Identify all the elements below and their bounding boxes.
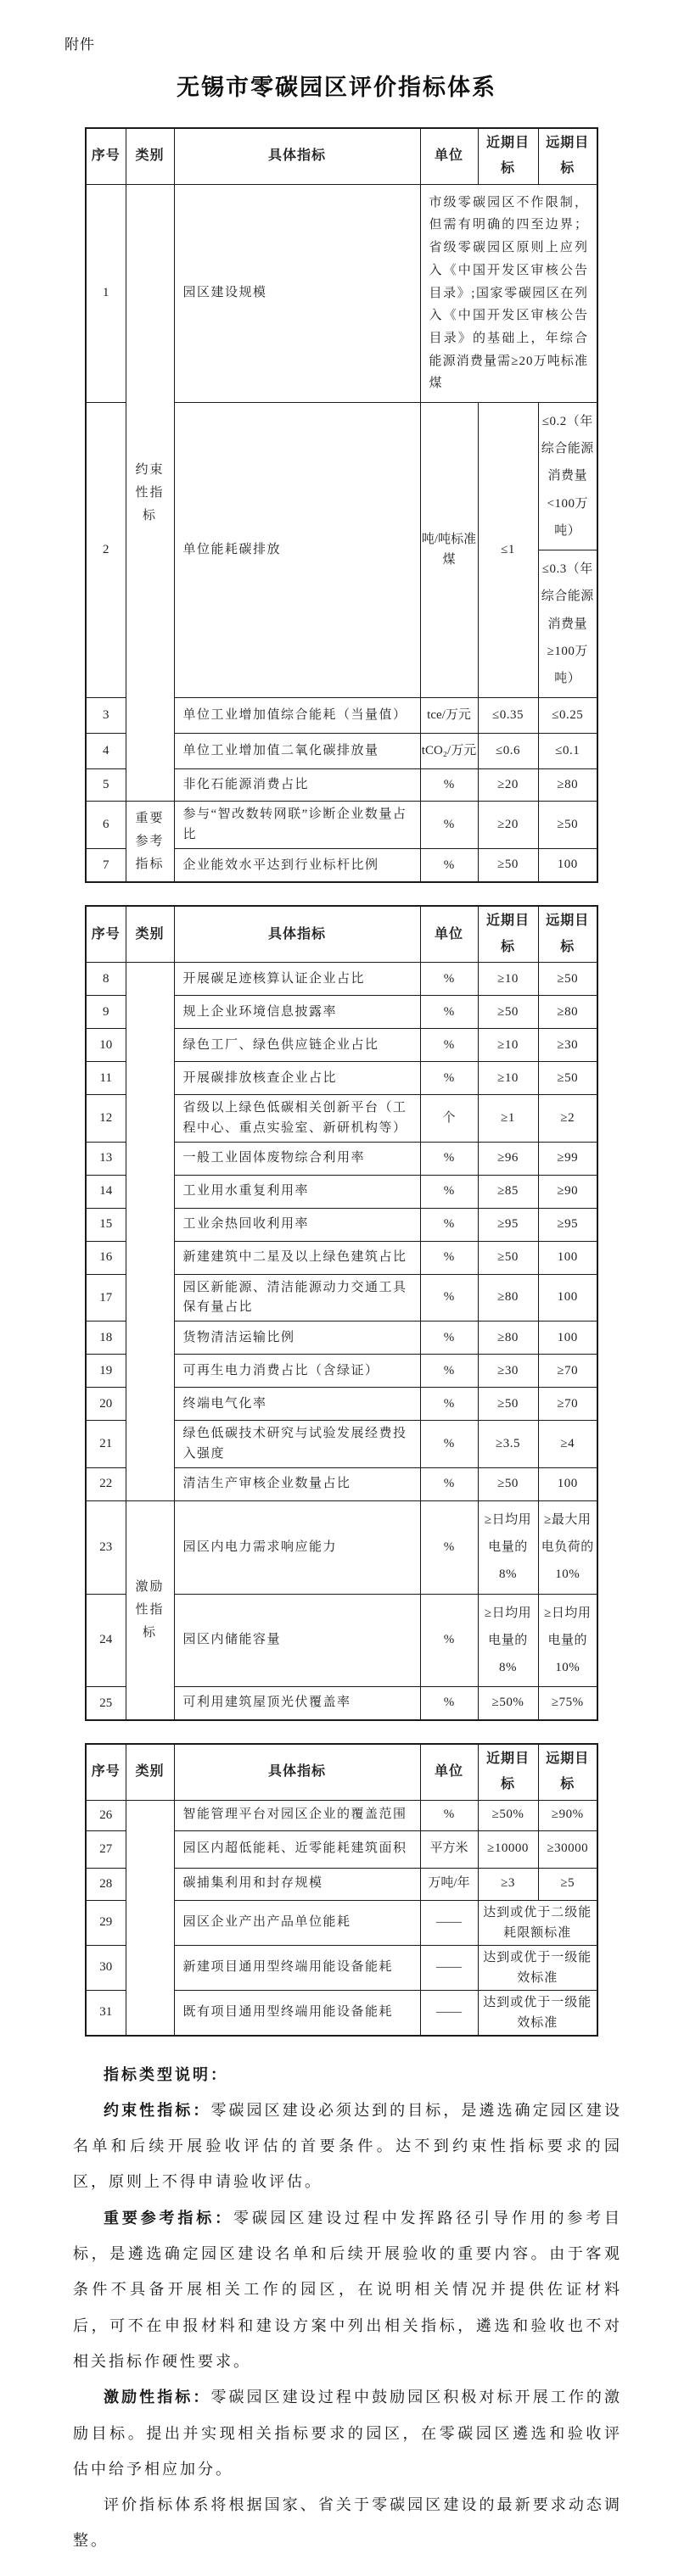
cell-merged-target: 达到或优于二级能耗限额标准 bbox=[478, 1900, 597, 1945]
cell-unit: % bbox=[420, 1241, 478, 1274]
cell-seq: 5 bbox=[86, 769, 126, 802]
cell-seq: 1 bbox=[86, 184, 126, 402]
col-header-long-term: 远期目标 bbox=[538, 128, 597, 184]
cell-indicator: 园区内电力需求响应能力 bbox=[174, 1500, 420, 1594]
cell-unit: % bbox=[420, 1029, 478, 1062]
cell-far-target-high: ≤0.3（年综合能源消费量≥100万吨） bbox=[538, 550, 597, 698]
cell-far-target: ≥50 bbox=[538, 1062, 597, 1095]
cell-indicator: 省级以上绿色低碳相关创新平台（工程中心、重点实验室、新研机构等） bbox=[174, 1095, 420, 1143]
col-header-near-term: 近期目标 bbox=[478, 906, 538, 962]
cell-near-target: ≥50 bbox=[478, 1467, 538, 1500]
cell-seq: 28 bbox=[86, 1868, 126, 1900]
cell-indicator: 智能管理平台对园区企业的覆盖范围 bbox=[174, 1800, 420, 1830]
indicator-table-3 bbox=[85, 1743, 598, 2037]
cell-near-target: ≥30 bbox=[478, 1355, 538, 1388]
note-paragraph-reference bbox=[73, 2200, 622, 2379]
cell-unit: 个 bbox=[420, 1095, 478, 1143]
cell-seq: 20 bbox=[86, 1388, 126, 1421]
note-paragraph-adjustment bbox=[73, 2487, 622, 2559]
note-text-incentive: 零碳园区建设过程中鼓励园区积极对标开展工作的激励目标。提出并实现相关指标要求的园区，在零碳园区遴选和验收评估中给予相应加分。 bbox=[73, 2389, 623, 2478]
cell-seq: 6 bbox=[86, 802, 126, 849]
cell-seq: 16 bbox=[86, 1241, 126, 1274]
cell-far-target: ≥30000 bbox=[538, 1830, 597, 1868]
table-header-row bbox=[86, 906, 597, 962]
cell-near-target: ≤1 bbox=[478, 402, 538, 698]
notes-section bbox=[73, 2057, 622, 2559]
col-header-long-term: 远期目标 bbox=[538, 906, 597, 962]
cell-near-target: ≤0.35 bbox=[478, 698, 538, 734]
table-row bbox=[86, 1500, 597, 1594]
note-text-constraint: 零碳园区建设必须达到的目标，是遴选确定园区建设名单和后续开展验收评估的首要条件。达不到约束性指标要求的园区，原则上不得申请验收评估。 bbox=[73, 2101, 623, 2191]
col-header-unit: 单位 bbox=[420, 906, 478, 962]
table-row bbox=[86, 963, 597, 996]
cell-indicator: 规上企业环境信息披露率 bbox=[174, 996, 420, 1029]
cell-seq: 22 bbox=[86, 1467, 126, 1500]
cell-far-target: 100 bbox=[538, 1467, 597, 1500]
cell-category-incentive: 激励性指标 bbox=[126, 1500, 174, 1720]
cell-far-target: ≥最大用电负荷的10% bbox=[538, 1500, 597, 1594]
indicator-table-2 bbox=[85, 905, 598, 1720]
cell-near-target: ≥50% bbox=[478, 1687, 538, 1720]
cell-unit: % bbox=[420, 1500, 478, 1594]
attachment-label: 附件 bbox=[64, 36, 95, 53]
cell-near-target: ≥1 bbox=[478, 1095, 538, 1143]
cell-unit: % bbox=[420, 848, 478, 882]
cell-indicator: 货物清洁运输比例 bbox=[174, 1322, 420, 1355]
cell-unit: tCO₂/万元 bbox=[420, 734, 478, 769]
cell-unit: % bbox=[420, 1355, 478, 1388]
table-row bbox=[86, 184, 597, 402]
cell-far-target: ≥90% bbox=[538, 1800, 597, 1830]
cell-near-target: ≥10 bbox=[478, 1062, 538, 1095]
col-header-unit: 单位 bbox=[420, 128, 478, 184]
cell-unit: % bbox=[420, 1274, 478, 1322]
cell-indicator: 单位工业增加值综合能耗（当量值） bbox=[174, 698, 420, 734]
notes-heading: 指标类型说明： bbox=[104, 2065, 228, 2083]
note-paragraph-incentive bbox=[73, 2379, 622, 2487]
cell-far-target: ≥70 bbox=[538, 1388, 597, 1421]
cell-far-target: ≥99 bbox=[538, 1142, 597, 1175]
cell-seq: 25 bbox=[86, 1687, 126, 1720]
cell-unit: —— bbox=[420, 1900, 478, 1945]
cell-indicator: 既有项目通用型终端用能设备能耗 bbox=[174, 1990, 420, 2036]
cell-unit: % bbox=[420, 802, 478, 849]
indicator-table-1 bbox=[85, 127, 598, 883]
note-label-constraint: 约束性指标： bbox=[104, 2101, 211, 2119]
cell-indicator: 可再生电力消费占比（含绿证） bbox=[174, 1355, 420, 1388]
cell-far-target: ≤0.25 bbox=[538, 698, 597, 734]
col-header-long-term: 远期目标 bbox=[538, 1744, 597, 1800]
cell-near-target: ≥20 bbox=[478, 802, 538, 849]
cell-far-target: ≥5 bbox=[538, 1868, 597, 1900]
cell-far-target: ≥30 bbox=[538, 1029, 597, 1062]
cell-indicator: 单位能耗碳排放 bbox=[174, 402, 420, 698]
cell-unit: % bbox=[420, 1594, 478, 1687]
cell-seq: 27 bbox=[86, 1830, 126, 1868]
cell-far-target: ≤0.1 bbox=[538, 734, 597, 769]
cell-indicator: 园区建设规模 bbox=[174, 184, 420, 402]
cell-near-target: ≥10 bbox=[478, 963, 538, 996]
cell-unit: % bbox=[420, 1142, 478, 1175]
cell-indicator: 新建项目通用型终端用能设备能耗 bbox=[174, 1945, 420, 1990]
table-row bbox=[86, 1800, 597, 1830]
cell-indicator: 园区内超低能耗、近零能耗建筑面积 bbox=[174, 1830, 420, 1868]
table-row bbox=[86, 802, 597, 849]
col-header-category: 类别 bbox=[126, 1744, 174, 1800]
cell-indicator: 绿色低碳技术研究与试验发展经费投入强度 bbox=[174, 1421, 420, 1468]
cell-unit: —— bbox=[420, 1945, 478, 1990]
cell-seq: 11 bbox=[86, 1062, 126, 1095]
col-header-category: 类别 bbox=[126, 128, 174, 184]
cell-far-target: ≥50 bbox=[538, 963, 597, 996]
cell-seq: 30 bbox=[86, 1945, 126, 1990]
cell-category-empty bbox=[126, 963, 174, 1501]
col-header-indicator: 具体指标 bbox=[174, 906, 420, 962]
cell-unit: 万吨/年 bbox=[420, 1868, 478, 1900]
cell-far-target: ≥4 bbox=[538, 1421, 597, 1468]
cell-unit: % bbox=[420, 963, 478, 996]
cell-near-target: ≥3.5 bbox=[478, 1421, 538, 1468]
col-header-seq: 序号 bbox=[86, 1744, 126, 1800]
cell-unit: % bbox=[420, 1322, 478, 1355]
cell-near-target: ≤0.6 bbox=[478, 734, 538, 769]
col-header-near-term: 近期目标 bbox=[478, 1744, 538, 1800]
cell-seq: 23 bbox=[86, 1500, 126, 1594]
cell-merged-target: 达到或优于一级能效标准 bbox=[478, 1945, 597, 1990]
note-label-incentive: 激励性指标： bbox=[104, 2389, 211, 2406]
col-header-unit: 单位 bbox=[420, 1744, 478, 1800]
cell-seq: 18 bbox=[86, 1322, 126, 1355]
note-text-reference: 零碳园区建设过程中发挥路径引导作用的参考目标，是遴选确定园区建设名单和后续开展验收的重要内容。由于客观条件不具备开展相关工作的园区，在说明相关情况并提供佐证材料后，可不在申报材料和建设方案中列出相关指标，遴选和验收也不对相关指标作硬性要求。 bbox=[73, 2209, 623, 2370]
cell-indicator: 新建建筑中二星及以上绿色建筑占比 bbox=[174, 1241, 420, 1274]
cell-seq: 3 bbox=[86, 698, 126, 734]
table-header-row bbox=[86, 128, 597, 184]
cell-near-target: ≥80 bbox=[478, 1322, 538, 1355]
cell-seq: 14 bbox=[86, 1175, 126, 1208]
cell-near-target: ≥10000 bbox=[478, 1830, 538, 1868]
cell-merged-target: 达到或优于一级能效标准 bbox=[478, 1990, 597, 2036]
cell-near-target: ≥96 bbox=[478, 1142, 538, 1175]
cell-seq: 29 bbox=[86, 1900, 126, 1945]
cell-near-target: ≥50 bbox=[478, 848, 538, 882]
cell-far-target: ≥90 bbox=[538, 1175, 597, 1208]
cell-seq: 17 bbox=[86, 1274, 126, 1322]
cell-far-target: 100 bbox=[538, 1274, 597, 1322]
cell-near-target: ≥50% bbox=[478, 1800, 538, 1830]
col-header-seq: 序号 bbox=[86, 128, 126, 184]
note-label-reference: 重要参考指标： bbox=[104, 2209, 233, 2227]
cell-indicator: 终端电气化率 bbox=[174, 1388, 420, 1421]
cell-seq: 31 bbox=[86, 1990, 126, 2036]
cell-seq: 24 bbox=[86, 1594, 126, 1687]
cell-indicator: 清洁生产审核企业数量占比 bbox=[174, 1467, 420, 1500]
cell-category-empty bbox=[126, 1800, 174, 2036]
cell-unit: 吨/吨标准煤 bbox=[420, 402, 478, 698]
cell-unit: % bbox=[420, 1388, 478, 1421]
cell-unit: tce/万元 bbox=[420, 698, 478, 734]
cell-unit: % bbox=[420, 769, 478, 802]
cell-seq: 2 bbox=[86, 402, 126, 698]
cell-far-target: 100 bbox=[538, 848, 597, 882]
cell-near-target: ≥95 bbox=[478, 1208, 538, 1241]
cell-near-target: ≥20 bbox=[478, 769, 538, 802]
cell-unit: 平方米 bbox=[420, 1830, 478, 1868]
col-header-near-term: 近期目标 bbox=[478, 128, 538, 184]
cell-seq: 15 bbox=[86, 1208, 126, 1241]
cell-seq: 8 bbox=[86, 963, 126, 996]
col-header-indicator: 具体指标 bbox=[174, 1744, 420, 1800]
cell-indicator: 碳捕集利用和封存规模 bbox=[174, 1868, 420, 1900]
cell-far-target: ≥50 bbox=[538, 802, 597, 849]
cell-seq: 12 bbox=[86, 1095, 126, 1143]
cell-far-target-low: ≤0.2（年综合能源消费量<100万吨） bbox=[538, 402, 597, 550]
cell-seq: 4 bbox=[86, 734, 126, 769]
cell-far-target: ≥75% bbox=[538, 1687, 597, 1720]
cell-unit: % bbox=[420, 1421, 478, 1468]
cell-indicator: 可利用建筑屋顶光伏覆盖率 bbox=[174, 1687, 420, 1720]
cell-near-target: ≥85 bbox=[478, 1175, 538, 1208]
cell-indicator: 工业余热回收利用率 bbox=[174, 1208, 420, 1241]
cell-indicator: 绿色工厂、绿色供应链企业占比 bbox=[174, 1029, 420, 1062]
cell-unit: % bbox=[420, 1687, 478, 1720]
cell-far-target: ≥95 bbox=[538, 1208, 597, 1241]
cell-near-target: ≥日均用电量的8% bbox=[478, 1594, 538, 1687]
cell-unit: % bbox=[420, 1062, 478, 1095]
cell-indicator: 单位工业增加值二氧化碳排放量 bbox=[174, 734, 420, 769]
col-header-indicator: 具体指标 bbox=[174, 128, 420, 184]
cell-indicator: 一般工业固体废物综合利用率 bbox=[174, 1142, 420, 1175]
cell-unit: % bbox=[420, 1800, 478, 1830]
cell-far-target: ≥70 bbox=[538, 1355, 597, 1388]
cell-far-target: ≥日均用电量的10% bbox=[538, 1594, 597, 1687]
cell-far-target: ≥80 bbox=[538, 996, 597, 1029]
cell-unit: % bbox=[420, 1175, 478, 1208]
cell-unit: % bbox=[420, 996, 478, 1029]
note-text-adjustment: 评价指标体系将根据国家、省关于零碳园区建设的最新要求动态调整。 bbox=[73, 2496, 622, 2550]
table-header-row bbox=[86, 1744, 597, 1800]
cell-near-target: ≥日均用电量的8% bbox=[478, 1500, 538, 1594]
cell-seq: 13 bbox=[86, 1142, 126, 1175]
cell-indicator: 参与“智改数转网联”诊断企业数量占比 bbox=[174, 802, 420, 849]
cell-category-constraint: 约束性指标 bbox=[126, 184, 174, 802]
cell-seq: 10 bbox=[86, 1029, 126, 1062]
cell-near-target: ≥80 bbox=[478, 1274, 538, 1322]
cell-near-target: ≥3 bbox=[478, 1868, 538, 1900]
cell-indicator: 园区新能源、清洁能源动力交通工具保有量占比 bbox=[174, 1274, 420, 1322]
page-title: 无锡市零碳园区评价指标体系 bbox=[177, 75, 496, 100]
cell-merged-note: 市级零碳园区不作限制，但需有明确的四至边界；省级零碳园区原则上应列入《中国开发区审核公告目录》;国家零碳园区在列入《中国开发区审核公告目录》的基础上，年综合能源消费量需≥20万吨标准煤 bbox=[420, 184, 597, 402]
cell-near-target: ≥50 bbox=[478, 1388, 538, 1421]
cell-seq: 26 bbox=[86, 1800, 126, 1830]
cell-seq: 7 bbox=[86, 848, 126, 882]
cell-unit: % bbox=[420, 1467, 478, 1500]
cell-far-target: ≥80 bbox=[538, 769, 597, 802]
cell-far-target: 100 bbox=[538, 1241, 597, 1274]
cell-indicator: 园区内储能容量 bbox=[174, 1594, 420, 1687]
cell-indicator: 非化石能源消费占比 bbox=[174, 769, 420, 802]
cell-category-reference: 重要参考指标 bbox=[126, 802, 174, 883]
cell-near-target: ≥50 bbox=[478, 996, 538, 1029]
col-header-category: 类别 bbox=[126, 906, 174, 962]
cell-indicator: 企业能效水平达到行业标杆比例 bbox=[174, 848, 420, 882]
cell-far-target: ≥2 bbox=[538, 1095, 597, 1143]
cell-near-target: ≥10 bbox=[478, 1029, 538, 1062]
cell-seq: 19 bbox=[86, 1355, 126, 1388]
cell-seq: 9 bbox=[86, 996, 126, 1029]
cell-unit: % bbox=[420, 1208, 478, 1241]
cell-unit: —— bbox=[420, 1990, 478, 2036]
cell-near-target: ≥50 bbox=[478, 1241, 538, 1274]
note-paragraph-constraint bbox=[73, 2093, 622, 2200]
cell-indicator: 园区企业产出产品单位能耗 bbox=[174, 1900, 420, 1945]
cell-indicator: 工业用水重复利用率 bbox=[174, 1175, 420, 1208]
cell-indicator: 开展碳排放核查企业占比 bbox=[174, 1062, 420, 1095]
col-header-seq: 序号 bbox=[86, 906, 126, 962]
cell-far-target: 100 bbox=[538, 1322, 597, 1355]
cell-seq: 21 bbox=[86, 1421, 126, 1468]
cell-indicator: 开展碳足迹核算认证企业占比 bbox=[174, 963, 420, 996]
